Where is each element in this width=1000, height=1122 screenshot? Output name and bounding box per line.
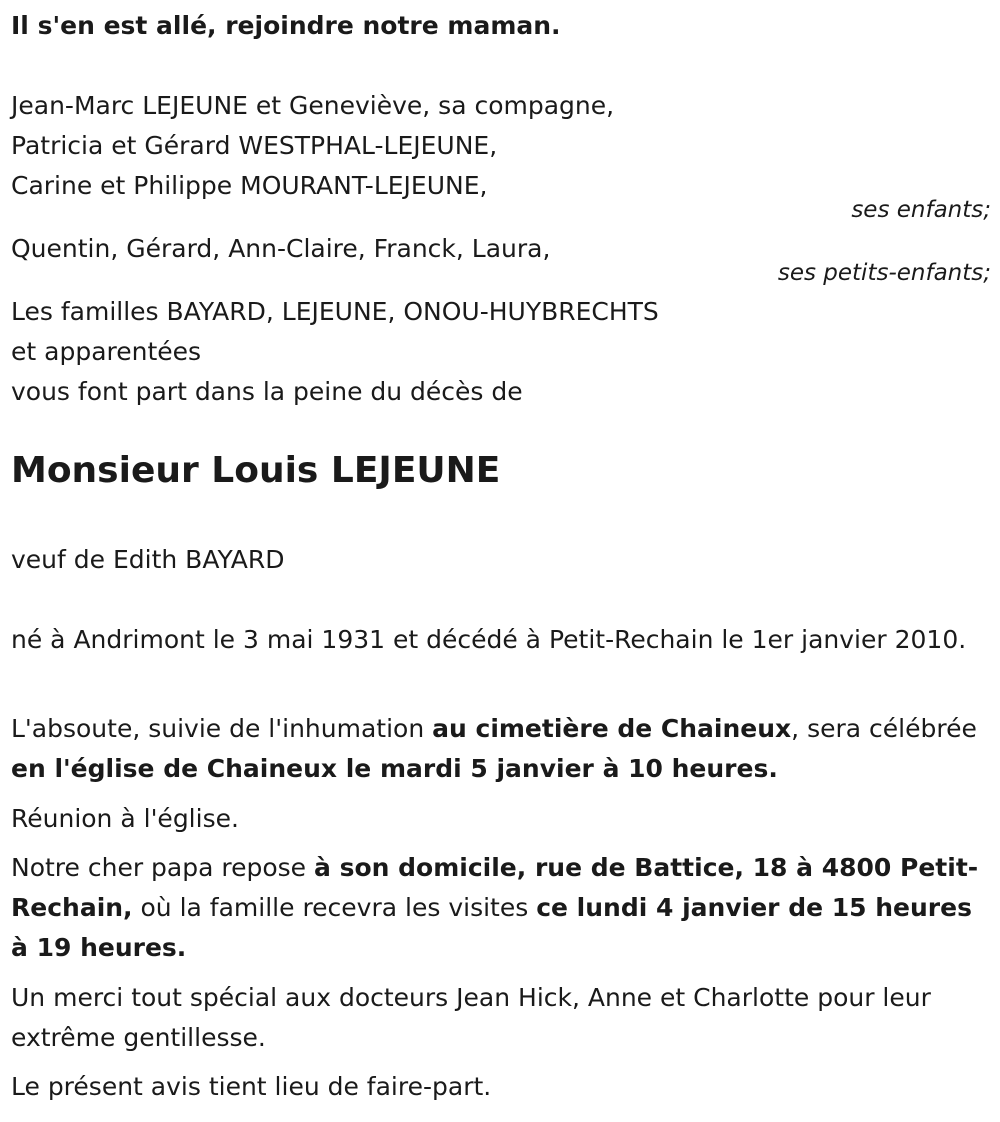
- children-line-2: Patricia et Gérard WESTPHAL-LEJEUNE,: [11, 131, 498, 160]
- ceremony-church-date: en l'église de Chaineux le mardi 5 janvier à 10 heures.: [11, 754, 778, 783]
- ceremony-paragraph: [11, 709, 991, 789]
- ceremony-text-1: L'absoute, suivie de l'inhumation: [11, 714, 433, 743]
- deceased-name: Monsieur Louis LEJEUNE: [11, 450, 501, 491]
- visitation-paragraph: [11, 848, 991, 968]
- widower-line: veuf de Edith BAYARD: [11, 545, 285, 574]
- visitation-text-1: Notre cher papa repose: [11, 853, 315, 882]
- notice-line: Le présent avis tient lieu de faire-part.: [11, 1072, 492, 1101]
- visitation-hours: ce lundi 4 janvier de 15 heures à 19 heures.: [11, 893, 972, 962]
- visitation-address: à son domicile, rue de Battice, 18 à 4800 Petit-Rechain,: [11, 853, 979, 922]
- thanks-paragraph: Un merci tout spécial aux docteurs Jean Hick, Anne et Charlotte pour leur extrême gentillesse.: [11, 983, 931, 1052]
- grandchildren-role: ses petits-enfants;: [777, 260, 991, 286]
- families-line-2: et apparentées: [11, 337, 202, 366]
- ceremony-text-2: , sera célébrée: [791, 714, 977, 743]
- ceremony-cemetery: au cimetière de Chaineux: [432, 714, 792, 743]
- birth-death-paragraph: né à Andrimont le 3 mai 1931 et décédé à Petit-Rechain le 1er janvier 2010.: [11, 625, 967, 654]
- children-role: ses enfants;: [851, 197, 991, 223]
- children-line-1: Jean-Marc LEJEUNE et Geneviève, sa compagne,: [11, 91, 615, 120]
- children-line-3: Carine et Philippe MOURANT-LEJEUNE,: [11, 171, 488, 200]
- families-line-3: vous font part dans la peine du décès de: [11, 377, 523, 406]
- visitation-text-2: où la famille recevra les visites: [132, 893, 537, 922]
- families-line-1: Les familles BAYARD, LEJEUNE, ONOU-HUYBRECHTS: [11, 297, 659, 326]
- reunion-line: Réunion à l'église.: [11, 804, 239, 833]
- intro-line: Il s'en est allé, rejoindre notre maman.: [11, 11, 561, 40]
- grandchildren-line: Quentin, Gérard, Ann-Claire, Franck, Laura,: [11, 234, 551, 263]
